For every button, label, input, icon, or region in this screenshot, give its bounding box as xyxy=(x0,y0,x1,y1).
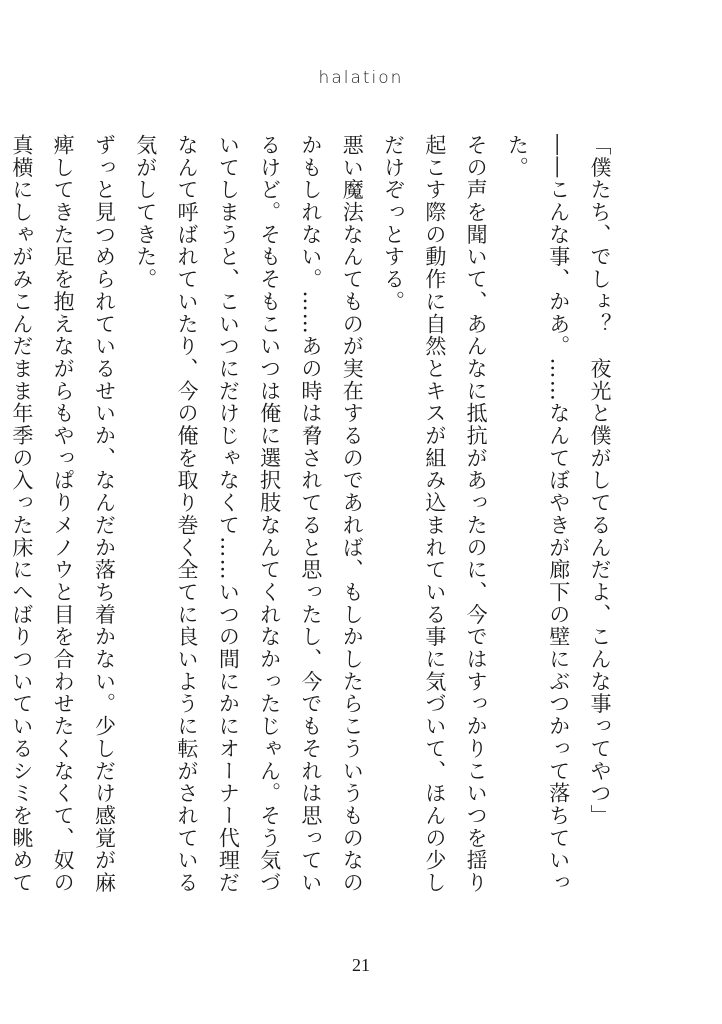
running-header-title: halation xyxy=(318,68,404,88)
paragraph: 悪い魔法なんてものが実在するのであれば、もしかしたらこういうものなのかもしれない。……あの時は脅されてると思ったし、今でもそれは思っているけど。そもそもこいつは俺に選択肢なんてくれなかったじゃん。そう気づいてしまうと、こいつにだけじゃなくて……いつの間にかにオーナー代理だなんて呼ばれていたり、今の俺を取り巻く全てに良いように転がされている気がしてきた。 xyxy=(133,134,365,894)
paragraph: ――こんな事、かあ。……なんてぼやきが廊下の壁にぶつかって落ちていった。 xyxy=(505,134,571,894)
paragraph: ずっと見つめられているせいか、なんだか落ち着かない。少しだけ感覚が麻痺してきた足を抱えながらもやっぱりメノウと目を合わせたくなくて、奴の真横にしゃがみこんだまま年季の入った床にへばりついているシミを眺めて xyxy=(9,134,117,894)
page-number: 21 xyxy=(352,955,370,975)
paragraph: その声を聞いて、あんなに抵抗があったのに、今ではすっかりこいつを揺り起こす際の動作に自然とキスが組み込まれている事に気づいて、ほんの少しだけぞっとする。 xyxy=(381,134,489,894)
vertical-text-body xyxy=(9,134,620,894)
paragraph: 「僕たち、でしょ？ 夜光と僕がしてるんだよ、こんな事ってやつ」 xyxy=(588,134,612,827)
